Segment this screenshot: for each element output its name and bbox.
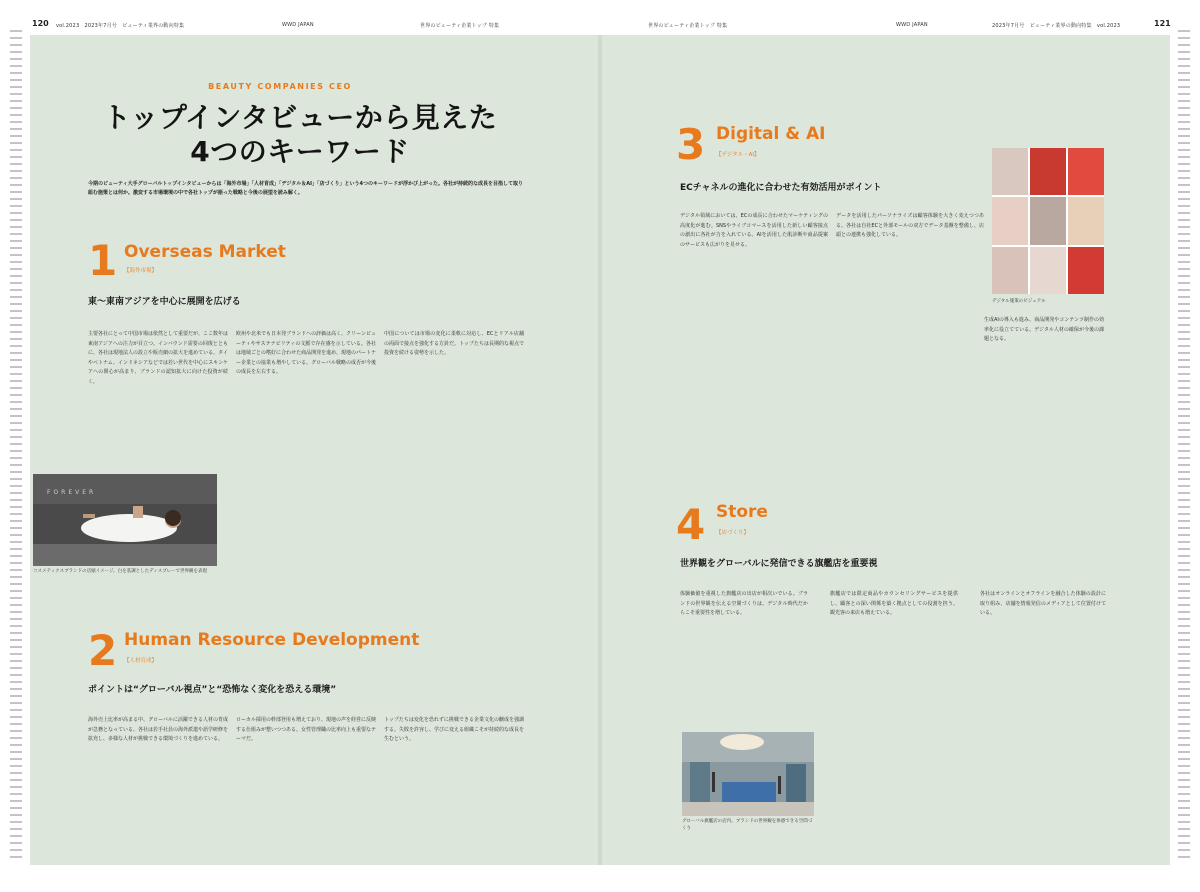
section-2-column-3: トップたちは変化を恐れずに挑戦できる企業文化の醸成を強調する。失敗を許容し、学びに変える組織こそが持続的な成長を生むという。 — [384, 717, 524, 743]
section-4-column-1: 体験価値を重視した旗艦店の出店が相次いでいる。ブランドの世界観を伝える空間づくりは、デジタル時代だからこそ重要性を増している。 — [680, 591, 808, 617]
section-2-column-1: 海外売上比率が高まる中、グローバルに活躍できる人材の育成が急務となっている。各社は若手社員の海外派遣や語学研修を拡充し、多様な人材が挑戦できる環境づくりを進めている。 — [88, 717, 228, 743]
section-1-column-1: 主要各社にとって中国市場は依然として重要だが、ここ数年は東南アジアへの注力が目立つ。インバウンド需要の回復とともに、各社は現地法人の設立や販売網の拡大を進めている。タイやベトナム、インドネシアなどでは若い世代を中心にスキンケアへの関心が高まり、ブランドの認知拡大に向けた投資が続く。 — [88, 331, 228, 385]
visual-tile — [992, 247, 1028, 294]
right-running-head: 2023年7月号 ビューティ業界の動向特集 vol.2023 — [992, 23, 1121, 29]
article-headline — [60, 101, 540, 169]
center-right-running-head: 世界のビューティ企業トップ 特集 — [648, 23, 728, 29]
visual-tile — [1030, 148, 1066, 195]
section-1-title: Overseas Market — [124, 242, 286, 262]
left-running-head: vol.2023 2023年7月号 ビューティ業界の動向特集 — [56, 23, 185, 29]
fashion-photo-art — [33, 474, 217, 566]
fashion-photo-caption: コスメティクスブランドの店頭イメージ。白を基調としたディスプレーで世界観を表現 — [33, 569, 208, 574]
section-1-column-3: 中国については市場の変化に柔軟に対応し、ECとリアル店舗の両面で接点を強化する方針だ。トップたちは長期的な視点で投資を続ける姿勢を示した。 — [384, 331, 524, 357]
section-3-column-1: デジタル領域においては、ECの成長に合わせたマーケティングの高度化が進む。SNSやライブコマースを活用した新しい顧客接点の創出に各社が力を入れている。AIを活用した肌診断や商品提案のサービスも広がりを見せる。 — [680, 213, 828, 248]
digital-visual-grid — [992, 148, 1104, 294]
right-page-edge — [1178, 30, 1190, 860]
section-4-title: Store — [716, 502, 768, 522]
store-photo — [682, 732, 814, 816]
visual-tile — [1068, 197, 1104, 244]
page-gutter — [598, 35, 602, 865]
left-page-number: 120 — [32, 19, 49, 28]
section-2-title: Human Resource Development — [124, 630, 420, 650]
visual-tile — [992, 197, 1028, 244]
section-1-number: 1 — [88, 236, 118, 285]
fashion-photo — [33, 474, 217, 566]
section-4-column-3: 各社はオンラインとオフラインを融合した体験の設計に取り組み、店舗を情報発信のメディアとして位置付けている。 — [980, 591, 1106, 617]
section-3-column-2: データを活用したパーソナライズは顧客体験を大きく変えつつある。各社は自社ECと外部モールの双方でデータ基盤を整備し、店頭との連携も強化している。 — [836, 213, 984, 239]
left-page-edge — [10, 30, 22, 860]
center-left-running-head: 世界のビューティ企業トップ 特集 — [420, 23, 500, 29]
visual-tile — [1068, 148, 1104, 195]
store-photo-caption: グローバル旗艦店の店内。ブランドの世界観を体感できる空間づくり — [682, 819, 813, 831]
left-mid-running-head: WWD JAPAN — [282, 22, 314, 28]
visual-tile — [1030, 197, 1066, 244]
section-4-number: 4 — [676, 500, 706, 549]
section-4-column-2: 旗艦店では限定商品やカウンセリングサービスを提供し、顧客との深い関係を築く拠点としての役割を担う。観光客の来店も増えている。 — [830, 591, 958, 617]
right-mid-running-head: WWD JAPAN — [896, 22, 928, 28]
section-4-tag: 【店づくり】 — [716, 530, 750, 536]
photo-backdrop-lettering: FOREVER — [47, 489, 97, 496]
section-2-column-2: ローカル採用の幹部登用も増えており、現地の声を経営に反映する仕組みが整いつつある。女性管理職の比率向上も重要なテーマだ。 — [236, 717, 376, 743]
article-lede: 今期のビューティ大手グローバルトップインタビューからは「海外市場」「人材育成」「デジタル＆AI」「店づくり」という4つのキーワードが浮かび上がった。各社が持続的な成長を目指して取り組む施策とは何か。激変する市場環境の中で各社トップが語った戦略と今後の展望を読み解く。 — [88, 181, 523, 196]
article-kicker: BEAUTY COMPANIES CEO — [208, 82, 352, 91]
section-1-tag: 【海外市場】 — [124, 268, 158, 274]
section-2-subtitle: ポイントは“グローバル視点”と“恐怖なく変化を恐える環境” — [88, 685, 337, 695]
section-3-subtitle: ECチャネルの進化に合わせた有効活用がポイント — [680, 183, 882, 193]
section-4-subtitle: 世界観をグローバルに発信できる旗艦店を重要視 — [680, 559, 878, 569]
headline-line-2: 4つのキーワード — [190, 135, 410, 168]
section-3-column-3: 生成AIの導入も進み、商品開発やコンテンツ制作の効率化に役立てている。デジタル人材の確保が今後の課題となる。 — [984, 317, 1104, 343]
right-page-number: 121 — [1154, 19, 1171, 28]
digital-visual-caption: デジタル施策のビジュアル — [992, 299, 1046, 304]
section-2-tag: 【人材育成】 — [124, 658, 158, 664]
visual-tile — [1030, 247, 1066, 294]
section-1-subtitle: 東～東南アジアを中心に展開を広げる — [88, 297, 241, 307]
visual-tile — [1068, 247, 1104, 294]
section-2-number: 2 — [88, 626, 118, 675]
visual-tile — [992, 148, 1028, 195]
section-3-title: Digital & AI — [716, 124, 826, 144]
store-photo-art — [682, 732, 814, 816]
section-3-tag: 【デジタル・AI】 — [716, 152, 760, 158]
section-1-column-2: 欧州や北米でも日本発ブランドへの評価は高く、クリーンビューティやサステナビリティの文脈で存在感を示している。各社は地域ごとの嗜好に合わせた商品開発を進め、現地のパートナー企業との協業も増やしている。グローバル戦略の成否が今後の成長を左右する。 — [236, 331, 376, 376]
section-3-number: 3 — [676, 120, 706, 169]
headline-line-1: トップインタビューから見えた — [102, 101, 498, 134]
